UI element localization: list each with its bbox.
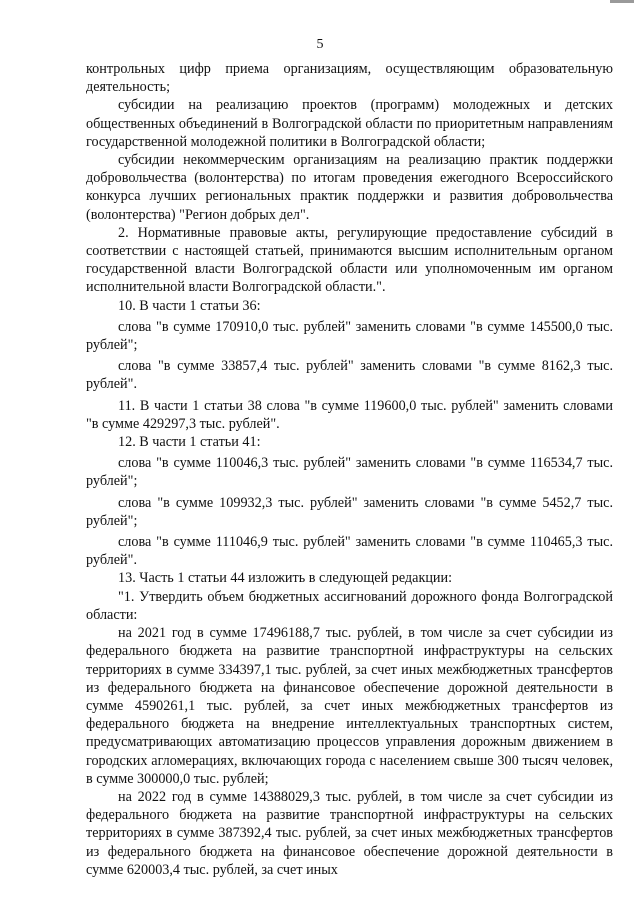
paragraph-9: 12. В части 1 статьи 41: bbox=[118, 434, 261, 451]
paragraph-2: субсидии на реализацию проектов (программ) молодежных и детских общественных объединений в Волгоградской области по приоритетным направлениям государственной молодежной политики в Волгоградской области; bbox=[86, 97, 613, 150]
document-body bbox=[86, 60, 613, 879]
paragraph-16: на 2022 год в сумме 14388029,3 тыс. рублей, в том числе за счет субсидии из федерального бюджета на развитие транспортной инфраструктуры на сельских территориях в сумме 387392,4 тыс. рублей, за счет иных межбюджетных трансфертов из федерального бюджета на финансовое обеспечение дорожной деятельности в сумме 620003,4 тыс. рублей, за счет иных bbox=[86, 788, 613, 878]
paragraph-6: слова "в сумме 170910,0 тыс. рублей" заменить словами "в сумме 145500,0 тыс. рублей"; bbox=[86, 318, 613, 354]
paragraph-1: контрольных цифр приема организациям, осуществляющим образовательную деятельность; bbox=[86, 61, 613, 96]
paragraph-10: слова "в сумме 110046,3 тыс. рублей" заменить словами "в сумме 116534,7 тыс. рублей"; bbox=[86, 455, 613, 490]
paragraph-14: "1. Утвердить объем бюджетных ассигнований дорожного фонда Волгоградской области: bbox=[86, 588, 613, 623]
paragraph-13: 13. Часть 1 статьи 44 изложить в следующей редакции: bbox=[118, 570, 453, 587]
paragraph-7: слова "в сумме 33857,4 тыс. рублей" заменить словами "в сумме 8162,3 тыс. рублей". bbox=[86, 358, 613, 393]
paragraph-11: слова "в сумме 109932,3 тыс. рублей" заменить словами "в сумме 5452,7 тыс. рублей"; bbox=[86, 494, 613, 529]
paragraph-15: на 2021 год в сумме 17496188,7 тыс. рублей, в том числе за счет субсидии из федерального бюджета на развитие транспортной инфраструктуры на сельских территориях в сумме 334397,1 тыс. рублей, за счет иных межбюджетных трансфертов из федерального бюджета на финансовое обеспечение дорожной деятельности в сумме 4590261,1 тыс. рублей, за счет иных межбюджетных трансфертов из федерального бюджета на внедрение интеллектуальных транспортных систем, предусматривающих автоматизацию процессов управления дорожным движением в городских агломерациях, включающих города с населением свыше 300 тысяч человек, в сумме 300000,0 тыс. рублей; bbox=[86, 625, 613, 787]
paragraph-3: субсидии некоммерческим организациям на реализацию практик поддержки добровольчества (волонтерства) по итогам проведения ежегодного Всероссийского конкурса лучших региональных практик поддержки и развития добровольчества (волонтерства) "Регион добрых дел". bbox=[86, 152, 613, 223]
page-number: 5 bbox=[316, 37, 324, 52]
scan-corner-mark bbox=[610, 0, 634, 3]
paragraph-12: слова "в сумме 111046,9 тыс. рублей" заменить словами "в сумме 110465,3 тыс. рублей". bbox=[86, 534, 613, 569]
paragraph-4: 2. Нормативные правовые акты, регулирующие предоставление субсидий в соответствии с настоящей статьей, принимаются высшим исполнительным органом государственной власти Волгоградской области или уполномоченным им органом исполнительной власти Волгоградской области.". bbox=[86, 224, 613, 296]
paragraph-5: 10. В части 1 статьи 36: bbox=[118, 297, 261, 314]
paragraph-8: 11. В части 1 статьи 38 слова "в сумме 119600,0 тыс. рублей" заменить словами "в сумме 429297,3 тыс. рублей". bbox=[86, 397, 613, 432]
